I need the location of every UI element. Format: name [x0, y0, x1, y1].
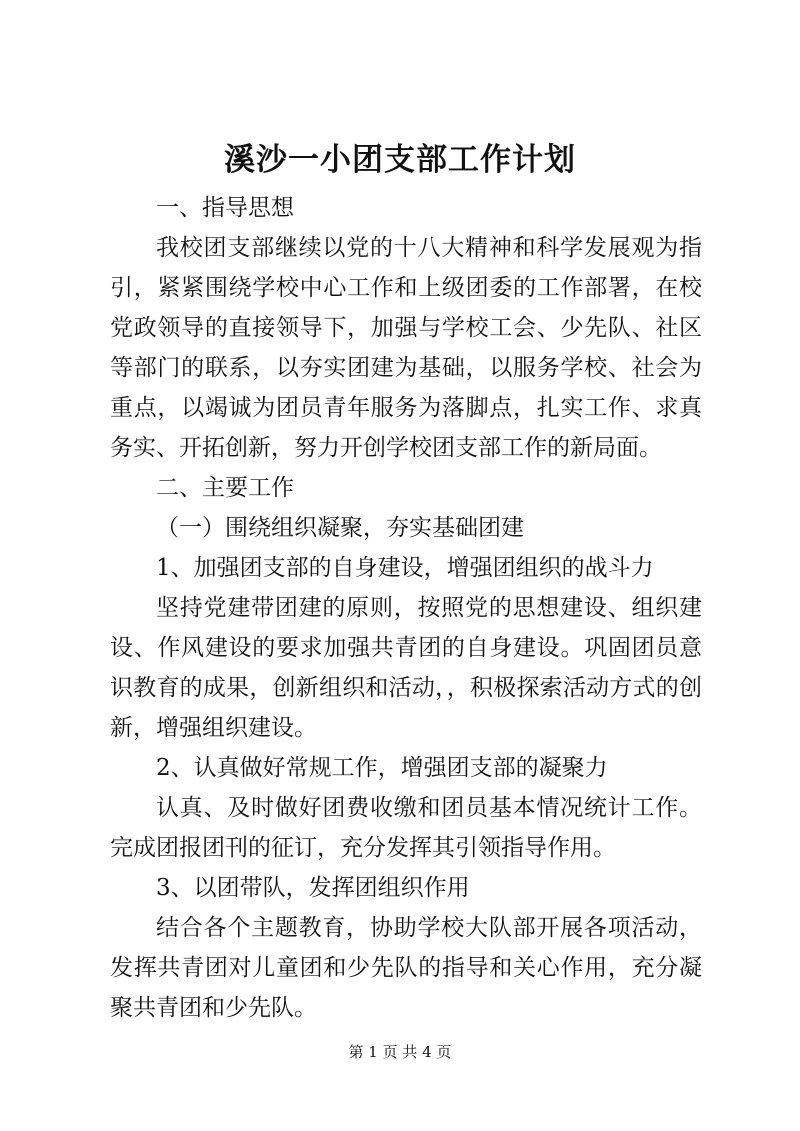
document-body — [110, 188, 702, 1028]
item-heading-2: 2、认真做好常规工作，增强团支部的凝聚力 — [156, 755, 608, 781]
paragraph-guiding-ideology: 我校团支部继续以党的十八大精神和科学发展观为指引，紧紧围绕学校中心工作和上级团委的工作部署，在校党政领导的直接领导下，加强与学校工会、少先队、社区等部门的联系，以夯实团建为基础，以服务学校、社会为重点，以竭诚为团员青年服务为落脚点，扎实工作、求真务实、开拓创新，努力开创学校团支部工作的新局面。 — [110, 235, 702, 461]
paragraph-item-3: 结合各个主题教育，协助学校大队部开展各项活动，发挥共青团对儿童团和少先队的指导和关心作用，充分凝聚共青团和少先队。 — [110, 915, 702, 1021]
page-number-footer: 第 1 页 共 4 页 — [348, 1043, 452, 1061]
document-title: 溪沙一小团支部工作计划 — [224, 142, 576, 178]
section-heading-main-work: 二、主要工作 — [156, 475, 294, 501]
paragraph-item-1: 坚持党建带团建的原则，按照党的思想建设、组织建设、作风建设的要求加强共青团的自身建设。巩固团员意识教育的成果，创新组织和活动，，积极探索活动方式的创新，增强组织建设。 — [110, 595, 702, 741]
section-heading-guiding-ideology: 一、指导思想 — [156, 195, 294, 221]
subsection-heading-organization: （一）围绕组织凝聚，夯实基础团建 — [156, 515, 524, 541]
item-heading-3: 3、以团带队，发挥团组织作用 — [156, 875, 470, 901]
paragraph-item-2: 认真、及时做好团费收缴和团员基本情况统计工作。完成团报团刊的征订，充分发挥其引领指导作用。 — [110, 795, 702, 861]
item-heading-1: 1、加强团支部的自身建设，增强团组织的战斗力 — [156, 555, 654, 581]
